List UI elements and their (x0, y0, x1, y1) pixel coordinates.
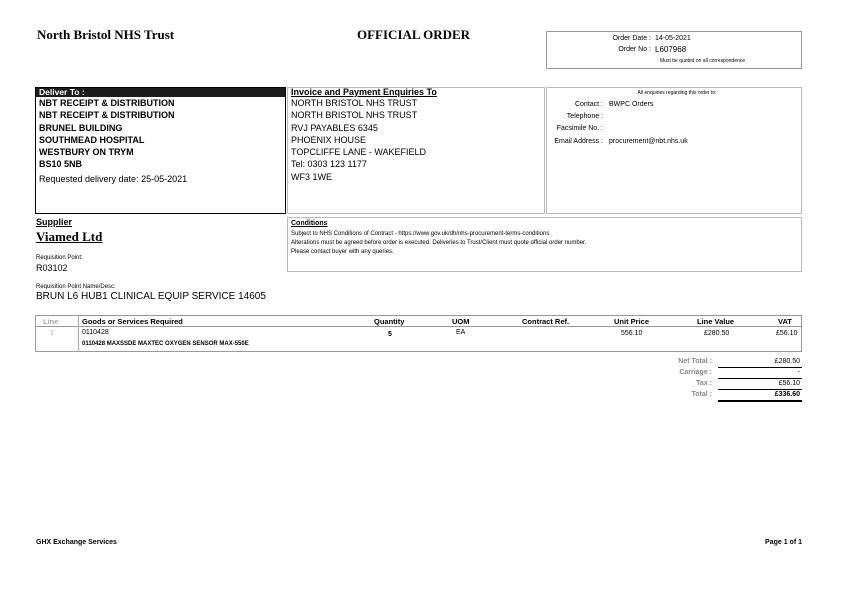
net-total-value: £280.50 (774, 358, 800, 365)
document-title: OFFICIAL ORDER (357, 27, 471, 42)
requisition-point-name-label: Requisition Point Name/Desc: (36, 284, 116, 290)
deliver-line: SOUTHMEAD HOSPITAL (39, 135, 145, 145)
requisition-point-name-value: BRUN L6 HUB1 CLINICAL EQUIP SERVICE 14605 (36, 291, 266, 302)
row-description: 0110428 MAXSSDE MAXTEC OXYGEN SENSOR MAX-550E (82, 341, 249, 347)
contact-label: Contact : (574, 101, 603, 108)
row-line-value: £280.50 (704, 330, 730, 337)
deliver-line: WESTBURY ON TRYM (39, 147, 134, 157)
supplier-name: Viamed Ltd (36, 229, 103, 244)
conditions-heading: Conditions (291, 220, 328, 227)
col-goods-header: Goods or Services Required (82, 317, 183, 326)
col-unit-price-header: Unit Price (614, 317, 650, 326)
row-quantity: 5 (388, 331, 392, 338)
invoice-line: TOPCLIFFE LANE - WAKEFIELD (291, 147, 427, 157)
order-info-box (546, 31, 802, 69)
order-no-value: L607968 (655, 45, 687, 54)
order-note: Must be quoted on all correspondence. (660, 58, 747, 64)
items-table-header (35, 315, 802, 327)
email-value: procurement@nbt.nhs.uk (609, 138, 688, 145)
row-code: 0110428 (82, 329, 109, 336)
grand-total-value: £336.60 (774, 391, 800, 398)
footer-left: GHX Exchange Services (36, 539, 117, 546)
conditions-line: Subject to NHS Conditions of Contract - https://www.gov.uk/dh/nhs-procurement-terms-conditions (291, 231, 550, 237)
tax-value: £56.10 (778, 380, 800, 387)
col-uom-header: UOM (452, 317, 470, 326)
page-number: Page 1 of 1 (765, 539, 802, 546)
table-row (35, 327, 802, 352)
telephone-label: Telephone : (566, 113, 603, 120)
deliver-line: NBT RECEIPT & DISTRIBUTION (39, 110, 175, 120)
order-date-label: Order Date : (612, 35, 651, 42)
carriage-value: - (797, 369, 800, 376)
email-label: Email Address : (554, 138, 603, 145)
invoice-line: PHOENIX HOUSE (291, 135, 367, 145)
requested-delivery-date: Requested delivery date: 25-05-2021 (39, 174, 188, 184)
supplier-heading: Supplier (36, 217, 73, 227)
col-quantity-header: Quantity (374, 317, 405, 326)
requisition-point-value: R03102 (36, 263, 68, 273)
enquiries-heading: All enquiries regarding this order to: (637, 90, 717, 96)
order-date-value: 14-05-2021 (655, 35, 691, 42)
net-total-label: Net Total : (678, 358, 712, 365)
enquiries-box (546, 87, 802, 214)
deliver-line: NBT RECEIPT & DISTRIBUTION (39, 98, 175, 108)
tax-label: Tax : (696, 380, 712, 387)
carriage-label: Carriage : (679, 369, 712, 376)
conditions-line: Please contact buyer with any queries. (291, 249, 394, 255)
row-uom: EA (456, 329, 466, 336)
deliver-line: BS10 5NB (39, 159, 83, 169)
conditions-line: Alterations must be agreed before order is executed. Deliveries to Trust/Client must quote official order number. (291, 240, 587, 246)
invoice-line: NORTH BRISTOL NHS TRUST (291, 110, 418, 120)
col-line-header: Line (43, 317, 59, 326)
fax-label: Facsimile No. : (556, 125, 603, 132)
row-line: 1 (50, 330, 54, 337)
order-no-label: Order No : (618, 46, 651, 53)
deliver-to-box (35, 87, 286, 214)
invoice-line: Tel: 0303 123 1177 (291, 159, 367, 169)
invoice-line: RVJ PAYABLES 6345 (291, 123, 378, 133)
grand-total-label: Total : (691, 391, 712, 398)
col-contract-header: Contract Ref. (522, 317, 570, 326)
deliver-line: BRUNEL BUILDING (39, 123, 123, 133)
invoice-heading: Invoice and Payment Enquiries To (291, 87, 437, 97)
requisition-point-label: Requisition Point: (36, 255, 83, 261)
col-line-value-header: Line Value (697, 317, 735, 326)
invoice-line: WF3 1WE (291, 172, 333, 182)
invoice-line: NORTH BRISTOL NHS TRUST (291, 98, 418, 108)
row-vat: £56.10 (776, 330, 798, 337)
contact-value: BWPC Orders (609, 101, 654, 108)
invoice-box (287, 87, 545, 214)
conditions-box (287, 217, 802, 272)
deliver-to-heading: Deliver To : (36, 88, 285, 97)
organisation-name: North Bristol NHS Trust (37, 27, 175, 42)
col-vat-header: VAT (778, 317, 792, 326)
row-unit-price: 556.10 (621, 330, 643, 337)
